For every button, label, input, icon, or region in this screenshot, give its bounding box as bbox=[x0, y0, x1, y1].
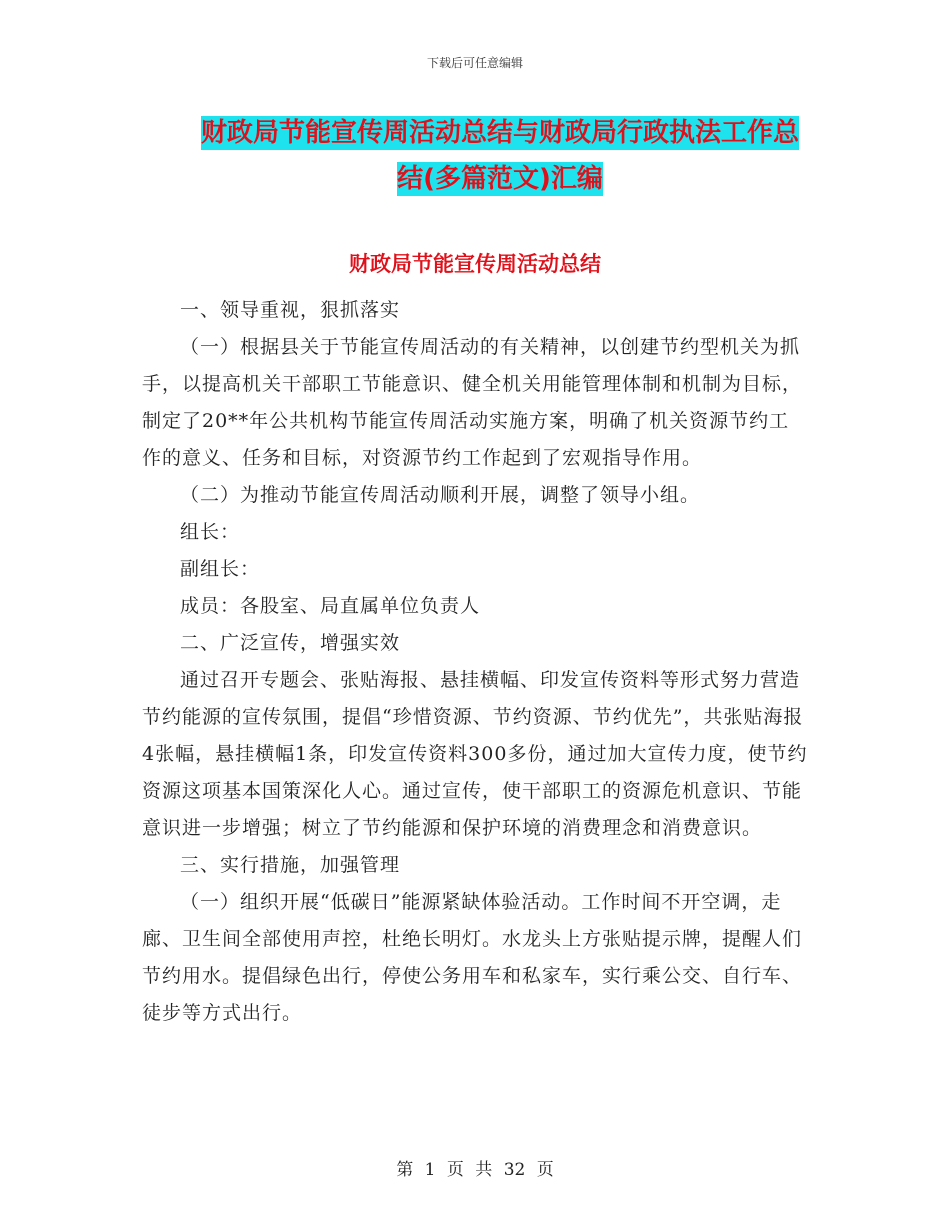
page-number-footer: 第 1 页 共 32 页 bbox=[396, 1160, 554, 1180]
header-note: 下载后可任意编辑 bbox=[426, 56, 523, 70]
section-title: 财政局节能宣传周活动总结 bbox=[349, 252, 601, 276]
paragraph: 一、领导重视，狠抓落实 bbox=[180, 299, 401, 321]
document-title-text: 财政局节能宣传周活动总结与财政局行政执法工作总结(多篇范文)汇编 bbox=[200, 118, 799, 194]
paragraph: 通过召开专题会、张贴海报、悬挂横幅、印发宣传资料等形式努力营造节约能源的宣传氛围，提倡“珍惜资源、节约资源、节约优先”，共张贴海报4张幅，悬挂横幅1条，印发宣传资料300多份，通过加大宣传力度，使节约资源这项基本国策深化人心。通过宣传，使干部职工的资源危机意识、节能意识进一步增强；树立了节约能源和保护环境的消费理念和消费意识。 bbox=[142, 669, 808, 839]
document-title bbox=[190, 110, 810, 202]
paragraph: 成员：各股室、局直属单位负责人 bbox=[180, 595, 481, 617]
paragraph: 二、广泛宣传，增强实效 bbox=[180, 632, 401, 654]
paragraph: 三、实行措施，加强管理 bbox=[180, 854, 401, 876]
paragraph: （一）组织开展“低碳日”能源紧缺体验活动。工作时间不开空调，走廊、卫生间全部使用声控，杜绝长明灯。水龙头上方张贴提示牌，提醒人们节约用水。提倡绿色出行，停使公务用车和私家车，实行乘公交、自行车、徒步等方式出行。 bbox=[142, 891, 803, 1024]
body-text bbox=[142, 292, 808, 1032]
paragraph: （一）根据县关于节能宣传周活动的有关精神，以创建节约型机关为抓手，以提高机关干部职工节能意识、健全机关用能管理体制和机制为目标，制定了20**年公共机构节能宣传周活动实施方案，明确了机关资源节约工作的意义、任务和目标，对资源节约工作起到了宏观指导作用。 bbox=[142, 336, 803, 469]
paragraph: 组长： bbox=[180, 521, 241, 543]
paragraph: （二）为推动节能宣传周活动顺利开展，调整了领导小组。 bbox=[180, 484, 701, 506]
paragraph: 副组长： bbox=[180, 558, 261, 580]
